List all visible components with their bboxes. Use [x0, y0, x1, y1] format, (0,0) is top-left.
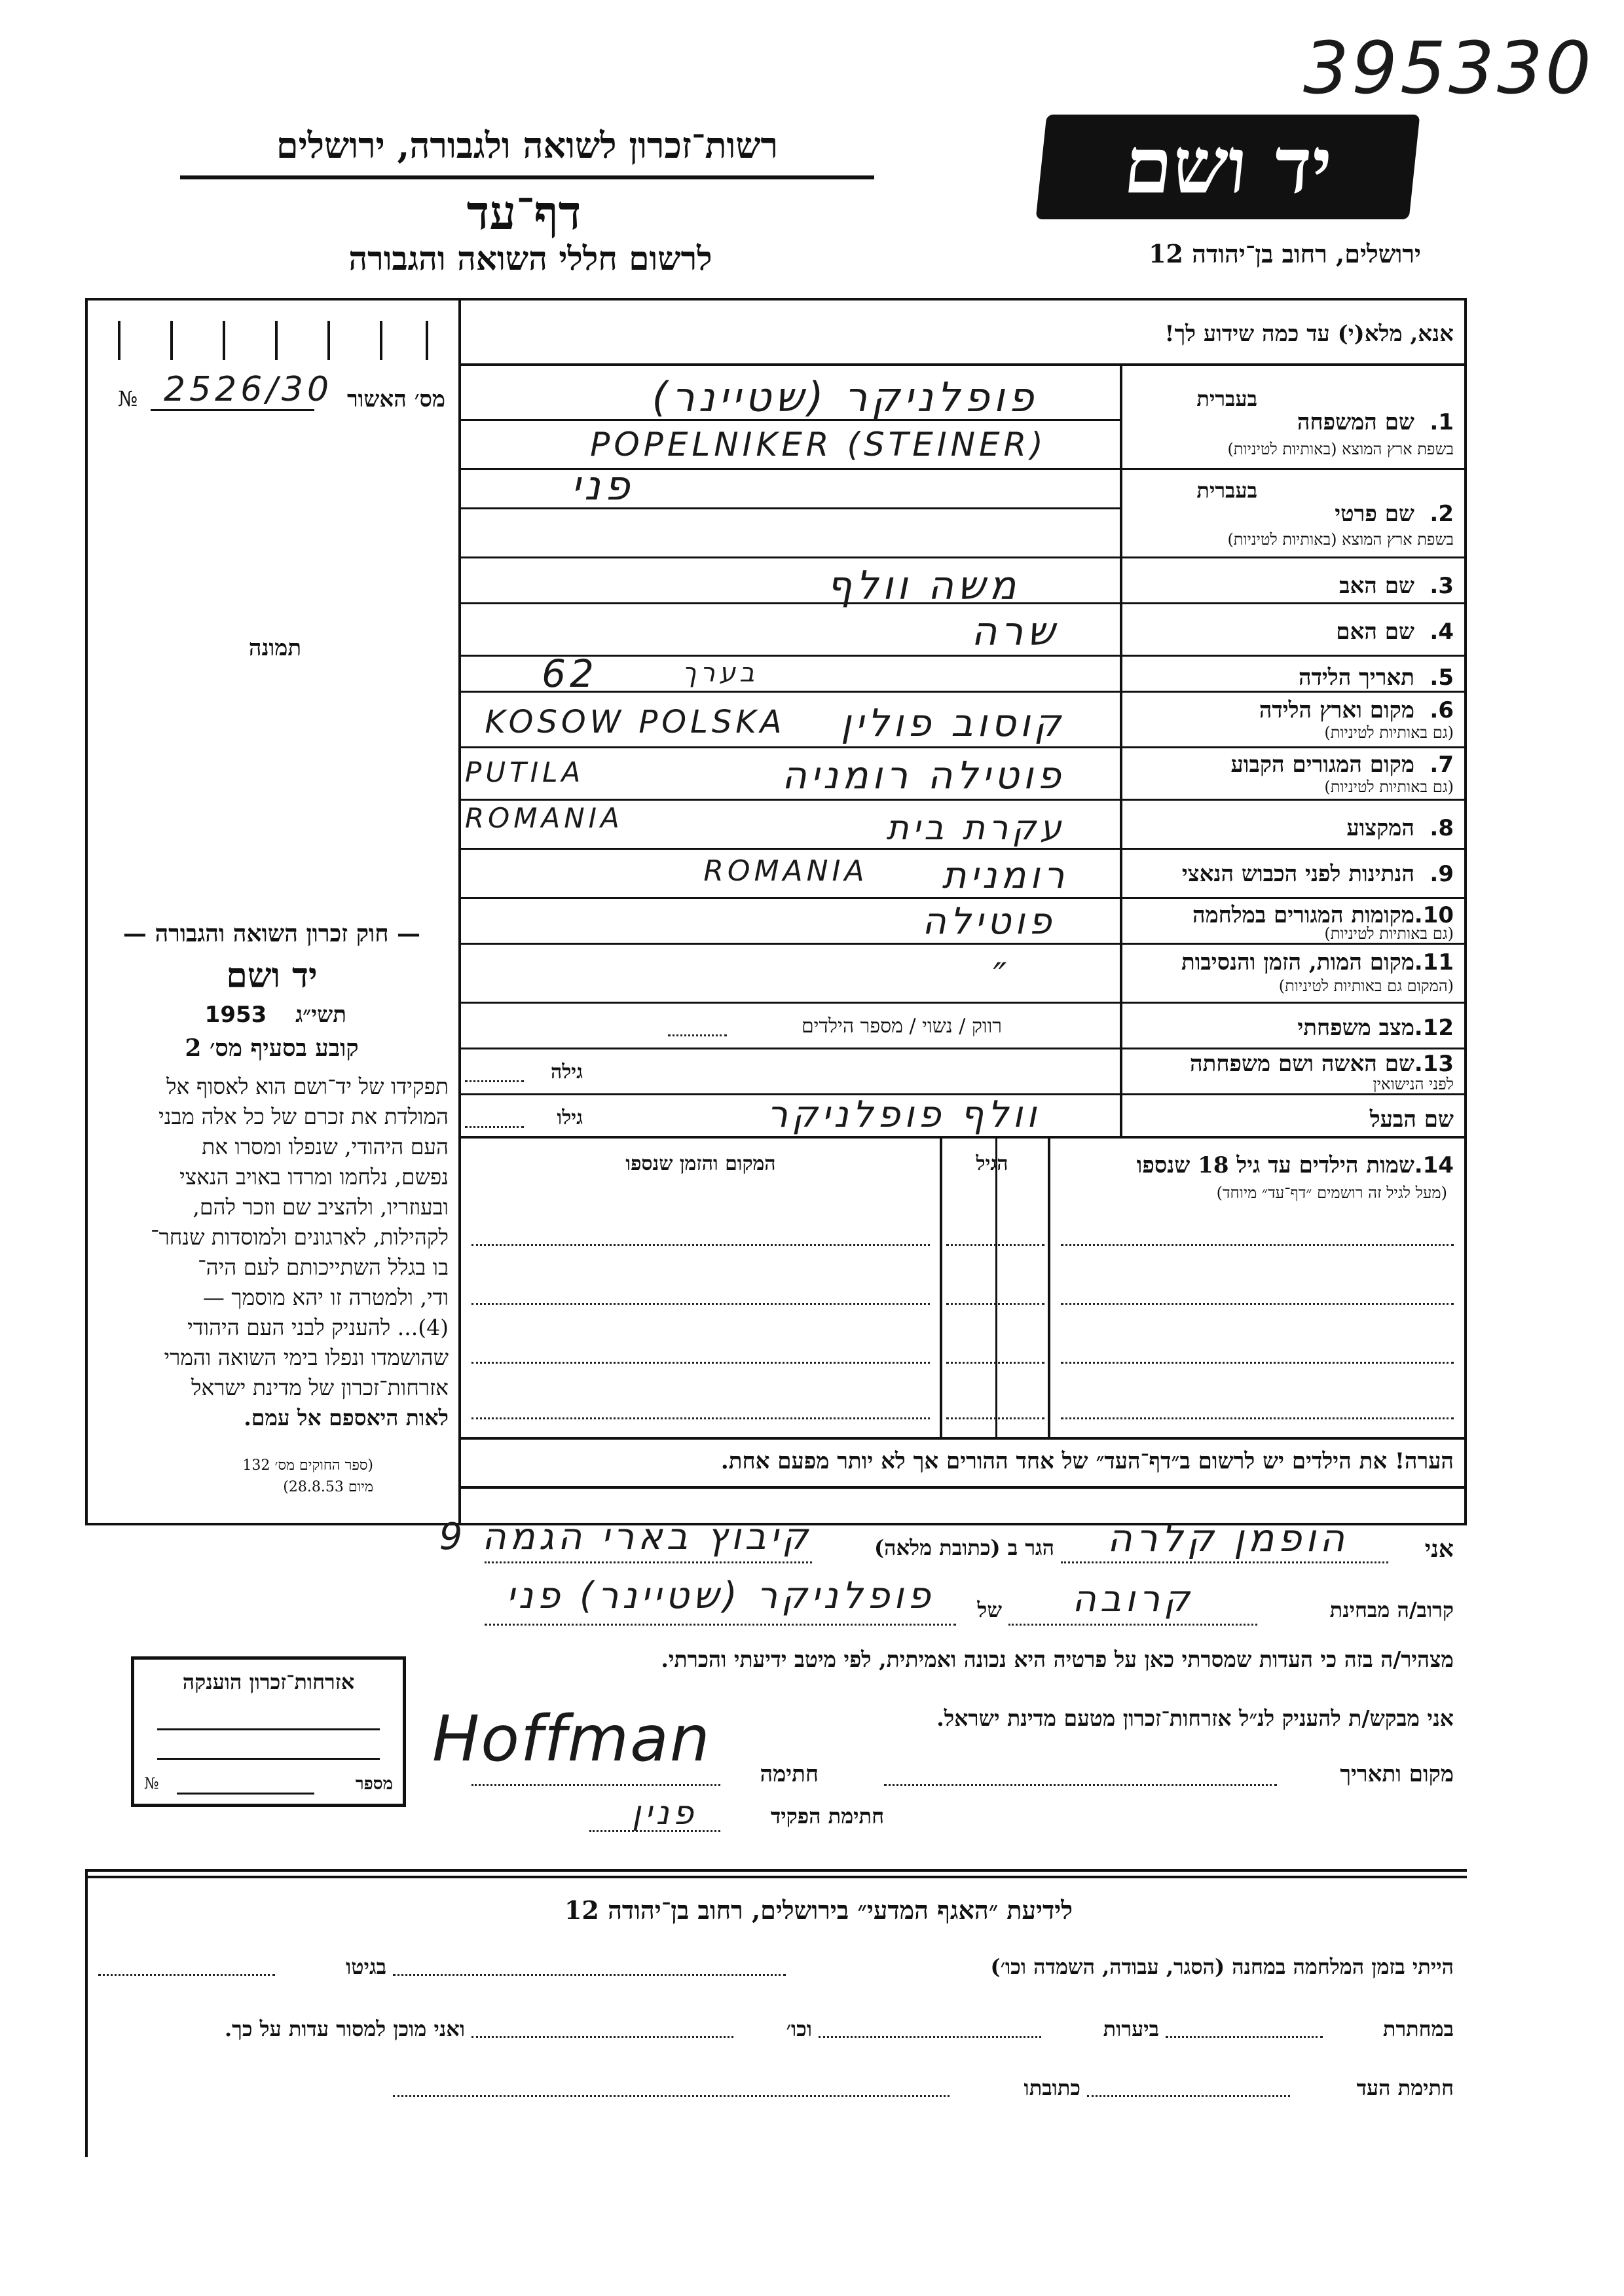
field-10-num: 10. — [1414, 902, 1454, 928]
field-9-num: 9. — [1430, 861, 1454, 887]
field-11-num: 11. — [1414, 949, 1454, 975]
children-col-3 — [995, 1136, 997, 1437]
wife-age-label: גילה — [550, 1061, 583, 1084]
children-count-line — [668, 1034, 727, 1036]
birth-date: 62 — [542, 651, 598, 696]
note-bottom-rule — [458, 1486, 1467, 1489]
law-text-line: נפשם, נלחמו ומרדו באויב הנאצי — [179, 1164, 449, 1190]
nationality-latin: ROMANIA — [703, 854, 868, 888]
occupation: עקרת בית — [886, 809, 1065, 848]
certificate-title: אזרחות־זכרון הוענקה — [182, 1669, 355, 1694]
field-6-sub: (גם באותיות לטיניות) — [1324, 723, 1454, 742]
relation-label: קרוב/ה מבחינת — [1329, 1597, 1454, 1622]
husband-age-label: גילו — [557, 1106, 583, 1129]
law-text-line: תפקידו של יד־ושם הוא לאסוף אל — [166, 1074, 449, 1099]
citizenship-request: אני מבקש/ת להעניק לנ״ל אזרחות־זכרון מטעם מדינת ישראל. — [936, 1705, 1454, 1731]
logo-text: יד ושם — [1119, 120, 1337, 211]
field-12-label: מצב משפחתי — [1297, 1015, 1414, 1041]
intro-rule — [458, 363, 1467, 366]
nationality-hebrew: רומנית — [942, 854, 1069, 897]
surname-hebrew: פופלניקר (שטיינר) — [652, 373, 1038, 421]
of-label: של — [977, 1597, 1002, 1622]
field-1-label: שם המשפחה — [1297, 409, 1414, 435]
field-3-label: שם האב — [1339, 573, 1414, 599]
children-col-1 — [1048, 1136, 1050, 1437]
law-text-line: (4)... להעניק לבני העם היהודי — [187, 1315, 449, 1340]
field-14-label: שמות הילדים עד גיל 18 שנספו — [1136, 1152, 1414, 1178]
field-13-num: 13. — [1414, 1051, 1454, 1077]
law-text-line: לקהילות, לארגונים ולמוסדות שנחר־ — [150, 1224, 449, 1250]
certificate-number-label: מספר — [355, 1774, 393, 1794]
officer-signature-label: חתימת הפקיד — [770, 1804, 884, 1829]
footer-testify-text: ואני מוכן למסור עדות על כך. — [224, 2016, 465, 2041]
field-2-num: 2. — [1430, 501, 1454, 527]
declarant-name: הופמן קלרה — [1107, 1516, 1349, 1560]
footer-title: לידיעת ״האגף המדעי״ בירושלים, רחוב בן־יהודה 12 — [564, 1895, 1073, 1925]
field-5-label: תאריך הלידה — [1298, 665, 1414, 691]
field-4-num: 4. — [1430, 619, 1454, 645]
field-2-sub: בשפת ארץ המוצא (באותיות לטיניות) — [1227, 530, 1454, 549]
field-1-sub: בשפת ארץ המוצא (באותיות לטיניות) — [1227, 440, 1454, 458]
husband-label: שם הבעל — [1369, 1106, 1454, 1133]
footer-left-border — [85, 1869, 88, 2157]
law-text-line: העם היהודי, שנפלו ומסרו את — [202, 1134, 449, 1159]
field-6-num: 6. — [1430, 697, 1454, 723]
first-name-hebrew: פני — [571, 462, 634, 509]
form-title: דף־עד — [466, 185, 581, 240]
field-7-num: 7. — [1430, 752, 1454, 778]
approval-label: מס׳ האשור — [346, 386, 445, 412]
note-rule — [458, 1437, 1467, 1440]
wife-age-line — [465, 1080, 524, 1082]
law-source-2: מיום 28.8.53) — [283, 1479, 373, 1495]
officer-signature: פנין — [631, 1794, 698, 1832]
label-column-divider — [1120, 363, 1122, 1136]
law-source-1: (ספר החוקים מס׳ 132 — [242, 1457, 373, 1474]
field-10-label: מקומות המגורים במלחמה — [1192, 902, 1414, 928]
law-text-line: המולדת את זכרם של כל אלה מבני — [158, 1104, 449, 1129]
org-underline — [180, 175, 874, 179]
field-2-label: שם פרטי — [1335, 501, 1414, 527]
footer-camp-text: הייתי בזמן המלחמה במחנה (הסגר, עבודה, השמדה וכו׳) — [990, 1954, 1454, 1979]
law-year-heb: תשי״ג — [295, 1002, 346, 1028]
archive-stamp-number: 395330 — [1303, 26, 1594, 110]
field-2-heb-tag: בעברית — [1196, 478, 1257, 503]
children-col-2 — [940, 1136, 942, 1437]
law-text-line: לאות היאספם אל עמם. — [244, 1405, 449, 1430]
father-name: משה וולף — [826, 563, 1020, 609]
field-10-sub: (גם באותיות לטיניות) — [1324, 924, 1454, 943]
of-value: פופלניקר (שטיינר) פני — [506, 1575, 934, 1617]
field-3-num: 3. — [1430, 573, 1454, 599]
birth-place-hebrew: קוסוב פולין — [840, 701, 1065, 745]
declarant-address: קיבוץ בארי הגמה 9 — [439, 1516, 812, 1558]
signature-label: חתימה — [760, 1761, 819, 1787]
law-text-line: ובעוזריו, ולהציב שם וזכר להם, — [193, 1194, 449, 1220]
declarant-signature: Hoffman — [432, 1702, 711, 1776]
marital-status-options: רווק / נשוי / מספר הילדים — [801, 1015, 1002, 1038]
field-13-label: שם האשה ושם משפחתה — [1190, 1051, 1414, 1077]
place-date-label: מקום ותאריך — [1340, 1761, 1454, 1787]
children-age-header: הגיל — [976, 1152, 1008, 1175]
field-8-label: המקצוע — [1346, 815, 1414, 841]
wartime-residence: פוטילה — [922, 900, 1056, 943]
husband-age-line — [465, 1126, 524, 1128]
footer-address-label: כתובתו — [1024, 2075, 1080, 2100]
approval-prefix: № — [118, 386, 138, 411]
birth-date-approx: בערך — [682, 658, 759, 688]
field-1-heb-tag: בעברית — [1196, 386, 1257, 411]
field-9-label: הנתינות לפני הכבוש הנאצי — [1181, 861, 1414, 887]
approval-number: 2526/30 — [164, 370, 333, 409]
husband-name: וולף פופלניקר — [767, 1093, 1041, 1136]
field-7-label: מקום המגורים הקבוע — [1230, 752, 1414, 778]
field-14-sub: (מעל לגיל זה רושמים ״דף־עד״ מיוחד) — [1216, 1184, 1447, 1202]
intro: אנא, מלא(י) עד כמה שידוע לך! — [1164, 321, 1454, 347]
residence-latin: PUTILA ROMANIA — [465, 756, 623, 834]
footer-underground-label: במחתרת — [1382, 2016, 1454, 2041]
law-text-line: שהושמדו ונפלו בימי השואה והמרי — [164, 1345, 449, 1370]
footer-witness-signature-label: חתימת העד — [1356, 2075, 1454, 2100]
field-6-label: מקום וארץ הלידה — [1259, 697, 1414, 723]
address: ירושלים, רחוב בן־יהודה 12 — [1149, 239, 1421, 268]
field-5-num: 5. — [1430, 665, 1454, 691]
mother-name: שרה — [971, 609, 1059, 655]
approval-underline — [151, 409, 314, 411]
photo-label: תמונה — [248, 635, 302, 661]
relation-value: קרובה — [1072, 1578, 1194, 1620]
field-11-label: מקום המות, הזמן והנסיבות — [1181, 949, 1414, 975]
declaration-text: מצהיר/ה בזה כי העדות שמסרתי כאן על פרטיה היא נכונה ואמיתית, לפי מיטב ידיעתי והכרתי. — [661, 1647, 1454, 1672]
field-11-sub: (המקום גם באותיות לטיניות) — [1278, 977, 1454, 995]
certificate-number-prefix: № — [144, 1774, 159, 1793]
footer-separator — [85, 1869, 1467, 1878]
footer-forests-label: ביערות — [1103, 2016, 1159, 2041]
left-panel-divider — [458, 298, 461, 1525]
footer-etc-label: וכו׳ — [786, 2016, 812, 2041]
field-8-num: 8. — [1430, 815, 1454, 841]
law-title: — חוק זכרון השואה והגבורה — — [122, 920, 421, 947]
field-13-sub: לפני הנישואין — [1373, 1075, 1454, 1093]
footer-ghetto-label: בגיטו — [346, 1954, 386, 1979]
field-7-sub: (גם באותיות לטיניות) — [1324, 778, 1454, 796]
field-1-num: 1. — [1430, 409, 1454, 435]
children-place-header: המקום והזמן שנספו — [625, 1152, 776, 1175]
field-12-num: 12. — [1414, 1015, 1454, 1041]
form-subtitle: לרשום חללי השואה והגבורה — [348, 239, 712, 278]
law-text-line: בו בגלל השתייכותם לעם היה־ — [198, 1254, 449, 1280]
field-14-num: 14. — [1414, 1152, 1454, 1178]
law-text-line: ודי, ולמטרה זו יהא מוסמך — — [202, 1285, 449, 1310]
field-4-label: שם האם — [1336, 619, 1414, 645]
surname-latin: POPELNIKER (STEINER) — [590, 426, 1047, 464]
declarant-address-label: הגר ב (כתובת מלאה) — [874, 1535, 1054, 1560]
residence-hebrew: פוטילה רומניה — [782, 753, 1065, 797]
tab-marks — [105, 321, 432, 360]
death-place-ditto: ″ — [993, 956, 1011, 998]
yad-vashem-logo — [1036, 115, 1420, 219]
law-text-line: אזרחות־זכרון של מדינת ישראל — [191, 1375, 449, 1400]
law-logo: יד ושם — [226, 956, 318, 996]
org-name: רשות־זכרון לשואה ולגבורה, ירושלים — [276, 124, 779, 166]
declarant-i-label: אני — [1424, 1535, 1454, 1563]
birth-place-latin: KOSOW POLSKA — [485, 704, 786, 740]
children-note: הערה! את הילדים יש לרשום ב״דף־העד״ של אחד ההורים אך לא יותר מפעם אחת. — [720, 1448, 1454, 1474]
law-clause: קובע בסעיף מס׳ 2 — [185, 1034, 359, 1062]
law-year: 1953 — [204, 1002, 267, 1028]
